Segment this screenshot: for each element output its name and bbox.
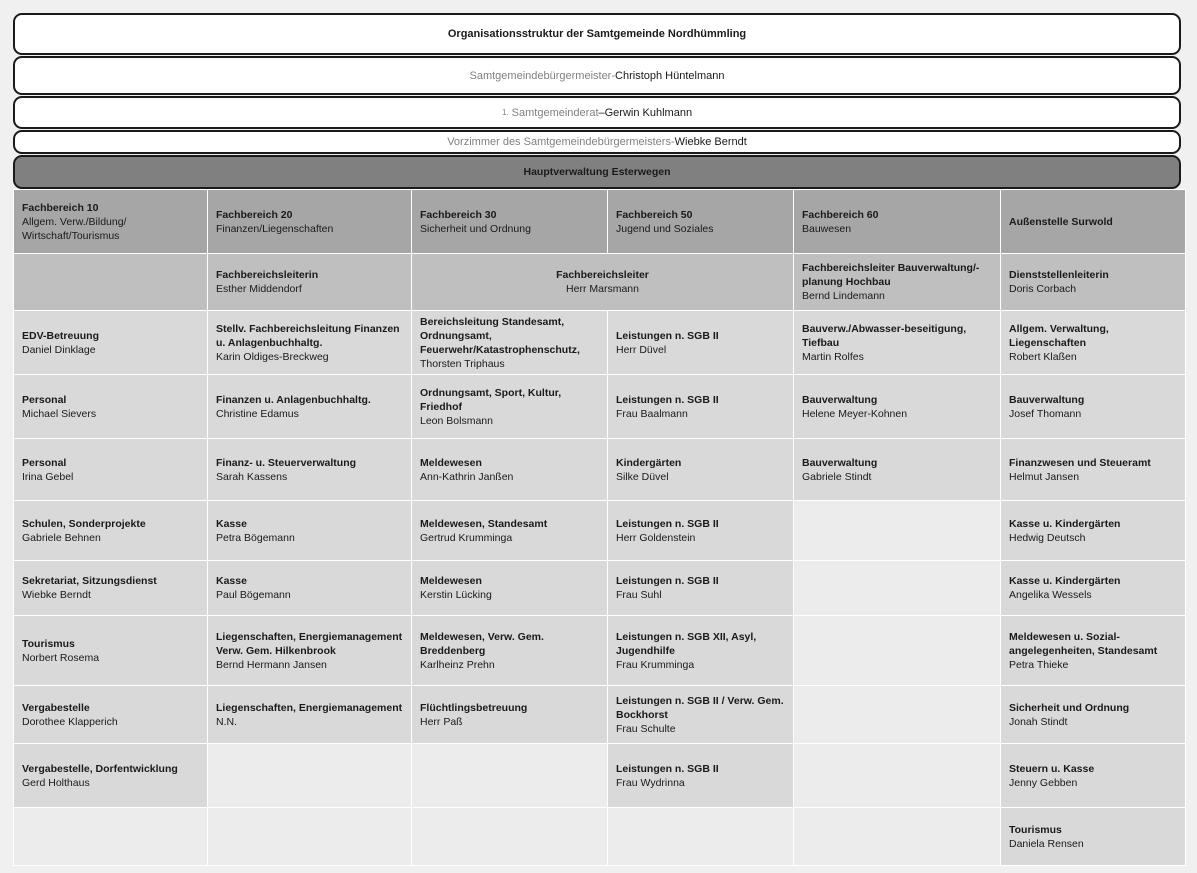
person-name: Leon Bolsmann <box>420 414 493 427</box>
department-subtitle: Finanzen/Liegenschaften <box>216 222 334 235</box>
role-title: Tourismus <box>22 637 75 650</box>
role-title: Meldewesen, Verw. Gem. Breddenberg <box>420 630 544 657</box>
person-name: Helmut Jansen <box>1009 470 1080 483</box>
council-box <box>13 96 1181 129</box>
person-name: Irina Gebel <box>22 470 74 483</box>
person-name: Gertrud Krumminga <box>420 531 513 544</box>
staff-cell <box>412 686 608 744</box>
staff-cell-empty <box>794 744 1001 808</box>
role-title: Bauverwaltung <box>802 456 878 469</box>
staff-cell <box>14 616 208 686</box>
person-name: Kerstin Lücking <box>420 589 492 601</box>
person-name: Karlheinz Prehn <box>420 658 495 671</box>
role-title: Meldewesen <box>420 575 482 587</box>
person-name: Herr Goldenstein <box>616 531 696 544</box>
person-name: Wiebke Berndt <box>22 589 91 601</box>
staff-cell <box>608 686 794 744</box>
department-title: Fachbereich 20 <box>216 208 293 221</box>
role-title: Leistungen n. SGB XII, Asyl, Jugendhilfe <box>616 630 757 657</box>
department-header <box>208 190 412 254</box>
person-name: Gabriele Behnen <box>22 531 101 544</box>
role-title: Personal <box>22 456 67 469</box>
role-title: Kasse <box>216 575 247 587</box>
role-title: Stellv. Fachbereichsleitung Finanzen u. Anlagenbuchhaltg. <box>216 322 400 349</box>
staff-cell-empty <box>794 561 1001 616</box>
council-role: Samtgemeinderat <box>511 106 599 119</box>
department-header <box>794 190 1001 254</box>
role-title: EDV-Betreuung <box>22 329 100 342</box>
org-table <box>13 189 1186 866</box>
lead-title: Fachbereichsleiter <box>556 269 649 281</box>
role-title: Personal <box>22 393 67 406</box>
staff-cell <box>412 616 608 686</box>
department-header <box>608 190 794 254</box>
role-title: Finanz- u. Steuerverwaltung <box>216 456 357 469</box>
staff-cell-empty <box>208 808 412 866</box>
staff-cell <box>412 439 608 501</box>
staff-cell <box>608 311 794 375</box>
role-title: Finanzen u. Anlagenbuchhaltg. <box>216 393 371 406</box>
person-name: Norbert Rosema <box>22 651 100 664</box>
staff-cell <box>412 311 608 375</box>
lead-title: Fachbereichsleiterin <box>216 269 319 281</box>
office-role: Vorzimmer des Samtgemeindebürgermeisters <box>447 136 671 148</box>
role-title: Flüchtlingsbetreuung <box>420 701 528 714</box>
staff-cell <box>14 686 208 744</box>
role-title: Meldewesen, Standesamt <box>420 517 548 530</box>
staff-cell <box>608 616 794 686</box>
person-name: Dorothee Klapperich <box>22 715 118 728</box>
staff-cell <box>1001 616 1186 686</box>
lead-cell <box>1001 254 1186 311</box>
role-title: Kasse u. Kindergärten <box>1009 517 1121 530</box>
staff-cell <box>608 744 794 808</box>
person-name: Silke Düvel <box>616 470 669 483</box>
staff-cell-empty <box>794 686 1001 744</box>
role-title: Bauverw./Abwasser-beseitigung, Tiefbau <box>802 322 967 349</box>
admin-box <box>13 155 1181 189</box>
org-title: Organisationsstruktur der Samtgemeinde Nordhümmling <box>447 28 747 40</box>
mayor-box <box>13 56 1181 95</box>
staff-cell <box>208 501 412 561</box>
admin-title: Hauptverwaltung Esterwegen <box>523 166 671 178</box>
staff-cell <box>1001 808 1186 866</box>
person-name: Michael Sievers <box>22 407 97 420</box>
role-title: Meldewesen u. Sozial-angelegenheiten, Standesamt <box>1009 630 1158 657</box>
role-title: Allgem. Verwaltung, Liegenschaften <box>1009 322 1109 349</box>
role-title: Leistungen n. SGB II / Verw. Gem. Bockhorst <box>616 694 784 721</box>
person-name: Sarah Kassens <box>216 470 288 483</box>
staff-cell <box>1001 501 1186 561</box>
staff-cell <box>1001 686 1186 744</box>
role-title: Schulen, Sonderprojekte <box>22 517 146 530</box>
department-title: Fachbereich 30 <box>420 208 497 221</box>
staff-cell <box>1001 439 1186 501</box>
staff-row <box>14 561 1186 616</box>
staff-cell <box>208 616 412 686</box>
staff-cell <box>608 439 794 501</box>
department-title: Fachbereich 10 <box>22 201 99 214</box>
mayor-separator: - <box>611 69 616 82</box>
role-title: Kasse u. Kindergärten <box>1009 575 1121 587</box>
council-separator: – <box>598 106 605 119</box>
role-title: Leistungen n. SGB II <box>616 517 719 530</box>
staff-cell <box>1001 375 1186 439</box>
staff-cell-empty <box>14 808 208 866</box>
person-name: Frau Baalmann <box>616 407 688 420</box>
staff-cell <box>608 561 794 616</box>
role-title: Vergabestelle, Dorfentwicklung <box>22 762 178 775</box>
staff-row <box>14 311 1186 375</box>
staff-cell-empty <box>794 616 1001 686</box>
department-title: Fachbereich 60 <box>802 208 879 221</box>
staff-row <box>14 375 1186 439</box>
person-name: Herr Düvel <box>616 343 667 356</box>
staff-cell <box>14 439 208 501</box>
department-header <box>412 190 608 254</box>
staff-cell <box>208 375 412 439</box>
person-name: Bernd Hermann Jansen <box>216 658 327 671</box>
mayor-role: Samtgemeindebürgermeister <box>469 69 612 82</box>
staff-cell <box>1001 311 1186 375</box>
staff-cell <box>208 311 412 375</box>
staff-cell <box>14 744 208 808</box>
lead-name: Herr Marsmann <box>566 283 639 295</box>
staff-row <box>14 616 1186 686</box>
org-title-box <box>13 13 1181 55</box>
staff-cell <box>608 501 794 561</box>
staff-cell <box>1001 561 1186 616</box>
staff-row <box>14 744 1186 808</box>
person-name: N.N. <box>216 715 237 728</box>
staff-cell-empty <box>208 744 412 808</box>
council-name: Gerwin Kuhlmann <box>604 106 693 119</box>
person-name: Karin Oldiges-Breckweg <box>216 350 329 363</box>
lead-cell <box>794 254 1001 311</box>
person-name: Frau Krumminga <box>616 658 695 671</box>
lead-title: Fachbereichsleiter Bauverwaltung/-planung Hochbau <box>802 262 980 288</box>
staff-cell <box>412 501 608 561</box>
department-subtitle: Sicherheit und Ordnung <box>420 222 531 235</box>
person-name: Herr Paß <box>420 715 463 728</box>
role-title: Bauverwaltung <box>802 393 878 406</box>
staff-cell <box>794 439 1001 501</box>
lead-name: Doris Corbach <box>1009 283 1077 295</box>
lead-name: Esther Middendorf <box>216 283 302 295</box>
department-subtitle: Bauwesen <box>802 222 852 235</box>
role-title: Leistungen n. SGB II <box>616 762 719 775</box>
lead-cell <box>412 254 794 311</box>
person-name: Robert Klaßen <box>1009 350 1077 363</box>
lead-title: Dienststellenleiterin <box>1009 269 1109 281</box>
staff-cell-empty <box>412 744 608 808</box>
role-title: Sekretariat, Sitzungsdienst <box>22 575 157 587</box>
council-number: 1. <box>501 108 509 117</box>
person-name: Gabriele Stindt <box>802 470 872 483</box>
person-name: Frau Suhl <box>616 589 662 601</box>
staff-rows <box>14 311 1186 866</box>
person-name: Thorsten Triphaus <box>420 357 505 370</box>
lead-cell <box>208 254 412 311</box>
person-name: Josef Thomann <box>1009 407 1082 420</box>
role-title: Leistungen n. SGB II <box>616 329 719 342</box>
role-title: Kasse <box>216 517 247 530</box>
department-header <box>1001 190 1186 254</box>
department-header <box>14 190 208 254</box>
role-title: Finanzwesen und Steueramt <box>1009 456 1151 469</box>
lead-cell-empty <box>14 254 208 311</box>
role-title: Sicherheit und Ordnung <box>1009 701 1130 714</box>
person-name: Petra Thieke <box>1009 658 1069 671</box>
person-name: Jenny Gebben <box>1009 776 1078 789</box>
staff-cell <box>794 311 1001 375</box>
staff-cell <box>14 311 208 375</box>
role-title: Leistungen n. SGB II <box>616 575 719 587</box>
leadership-row <box>14 254 1186 311</box>
role-title: Leistungen n. SGB II <box>616 393 719 406</box>
role-title: Vergabestelle <box>22 701 90 714</box>
role-title: Liegenschaften, Energiemanagement Verw. Gem. Hilkenbrook <box>216 630 403 657</box>
person-name: Hedwig Deutsch <box>1009 531 1086 544</box>
person-name: Christine Edamus <box>216 407 299 420</box>
staff-cell <box>1001 744 1186 808</box>
person-name: Jonah Stindt <box>1009 715 1068 728</box>
staff-cell-empty <box>608 808 794 866</box>
staff-cell <box>794 375 1001 439</box>
staff-cell <box>608 375 794 439</box>
person-name: Frau Schulte <box>616 722 676 735</box>
person-name: Gerd Holthaus <box>22 776 90 789</box>
office-box <box>13 130 1181 154</box>
staff-cell <box>208 686 412 744</box>
office-separator: - <box>670 136 675 148</box>
staff-row <box>14 686 1186 744</box>
lead-name: Bernd Lindemann <box>802 290 885 302</box>
person-name: Daniela Rensen <box>1009 837 1084 850</box>
staff-cell-empty <box>794 501 1001 561</box>
role-title: Ordnungsamt, Sport, Kultur, Friedhof <box>420 386 562 413</box>
staff-cell-empty <box>412 808 608 866</box>
department-title: Fachbereich 50 <box>616 208 693 221</box>
person-name: Ann-Kathrin Janßen <box>420 470 514 483</box>
staff-cell <box>412 561 608 616</box>
staff-cell <box>14 375 208 439</box>
department-header-row <box>14 190 1186 254</box>
staff-cell <box>208 561 412 616</box>
office-name: Wiebke Berndt <box>674 136 747 148</box>
person-name: Petra Bögemann <box>216 531 295 544</box>
role-title: Bauverwaltung <box>1009 393 1085 406</box>
role-title: Liegenschaften, Energiemanagement <box>216 701 403 714</box>
department-title: Außenstelle Surwold <box>1009 215 1113 228</box>
person-name: Frau Wydrinna <box>616 776 685 789</box>
staff-cell <box>412 375 608 439</box>
staff-row <box>14 808 1186 866</box>
staff-row <box>14 501 1186 561</box>
staff-cell <box>14 501 208 561</box>
role-title: Kindergärten <box>616 456 682 469</box>
staff-cell-empty <box>794 808 1001 866</box>
person-name: Daniel Dinklage <box>22 343 96 356</box>
role-title: Bereichsleitung Standesamt, Ordnungsamt, Feuerwehr/Katastrophenschutz, <box>420 315 580 356</box>
role-title: Meldewesen <box>420 456 482 469</box>
department-subtitle: Allgem. Verw./Bildung/ Wirtschaft/Tourismus <box>22 215 127 242</box>
person-name: Paul Bögemann <box>216 589 291 601</box>
person-name: Martin Rolfes <box>802 350 864 363</box>
department-subtitle: Jugend und Soziales <box>616 222 714 235</box>
role-title: Steuern u. Kasse <box>1009 762 1095 775</box>
mayor-name: Christoph Hüntelmann <box>615 69 725 82</box>
person-name: Helene Meyer-Kohnen <box>802 407 908 420</box>
role-title: Tourismus <box>1009 823 1062 836</box>
staff-cell <box>208 439 412 501</box>
person-name: Angelika Wessels <box>1009 589 1092 601</box>
staff-cell <box>14 561 208 616</box>
staff-row <box>14 439 1186 501</box>
